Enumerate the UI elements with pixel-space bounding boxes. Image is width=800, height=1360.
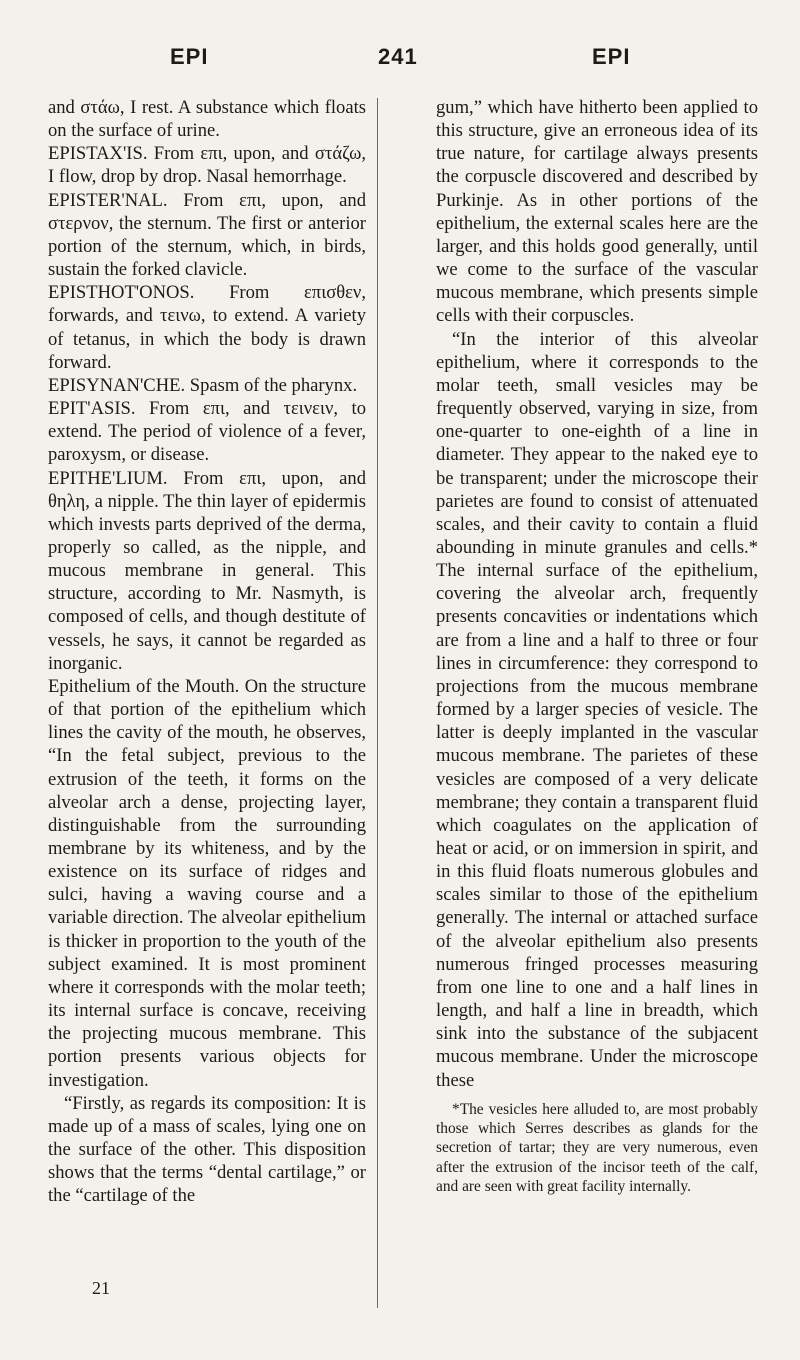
paragraph: and στάω, I rest. A substance which floats on the surface of urine. (48, 97, 366, 142)
entry-epithelium: EPITHE'LIUM. From επι, upon, and θηλη, a nipple. The thin layer of epidermis which invests parts deprived of the derma, properly so called, as the nipple, and mucous membrane in general. This structure, according to Mr. Nasmyth, is composed of cells, and though destitute of vessels, he says, it cannot be regarded as inorganic. (48, 467, 366, 674)
running-header (0, 44, 800, 80)
column-divider (377, 98, 378, 1308)
paragraph: gum,” which have hitherto been applied to this structure, give an erroneous idea of its true nature, for cartilage always presents the corpuscle discovered and described by Purkinje. As in other portions of the epithelium, the external scales here are the larger, and this holds good generally, until we come to the surface of the vascular mucous membrane, which presents simple cells with their corpuscles. (436, 97, 758, 327)
subentry-epithelium-of-the-mouth: Epithelium of the Mouth. On the structure of that portion of the epithelium which lines the cavity of the mouth, he observes, “In the fetal subject, previous to the extrusion of the teeth, it forms on the alveolar arch a dense, projecting layer, distinguishable from the surrounding membrane by its whiteness, and by the existence on its surface of ridges and sulci, having a waving course and a variable direction. The alveolar epithelium is thicker in proportion to the youth of the subject examined. It is most prominent where it corresponds with the molar teeth; its internal surface is concave, receiving the projecting mucous membrane. This portion presents various objects for investigation. (48, 675, 366, 1091)
footnote: *The vesicles here alluded to, are most probably those which Serres describes as glands for the secretion of tartar; they are very numerous, even after the extrusion of the incisor teeth of the calf, and are seen with great facility internally. (436, 1100, 758, 1195)
paragraph: “In the interior of this alveolar epithelium, where it corresponds to the molar teeth, small vesicles may be frequently observed, varying in size, from one-quarter to one-eighth of a line in diameter. They appear to the naked eye to be transparent; under the microscope their parietes are found to consist of attenuated scales, and their cavity to contain a fluid abounding in minute granules and cells.* The internal surface of the epithelium, covering the alveolar arch, frequently presents concavities or indentations which are from a line and a half to three or four lines in circumference: they correspond to projections from the mucous membrane formed by a larger species of vesicle. The latter is deeply implanted in the vascular mucous membrane. The parietes of these vesicles are composed of a very delicate membrane; they contain a transparent fluid which coagulates on the application of heat or acid, or on immersion in spirit, and in this fluid floats numerous globules and scales similar to those of the epithelium generally. The internal or attached surface of the alveolar epithelium also presents numerous fringed processes measuring from one line to one and a half lines in length, and half a line in breadth, which sink into the substance of the subjacent mucous membrane. Under the microscope these (436, 328, 758, 1091)
page-number: 241 (378, 44, 418, 69)
entry-episthotonos: EPISTHOT'ONOS. From επισθεν, forwards, and τεινω, to extend. A variety of tetanus, in which the body is drawn forward. (48, 282, 366, 373)
entry-episternal: EPISTER'NAL. From επι, upon, and στερνον, the sternum. The first or anterior portion of the sternum, which, in birds, sustain the forked clavicle. (48, 189, 366, 281)
paragraph: “Firstly, as regards its composition: It is made up of a mass of scales, lying one on the surface of the other. This disposition shows that the terms “dental cartilage,” or the “cartilage of the (48, 1092, 366, 1207)
header-left-guide-word: EPI (170, 44, 209, 69)
entry-epitasis: EPIT'ASIS. From επι, and τεινειν, to extend. The period of violence of a fever, paroxysm, or disease. (48, 398, 366, 466)
header-right-guide-word: EPI (592, 44, 631, 69)
entry-epistaxis: EPISTAX'IS. From επι, upon, and στάζω, I flow, drop by drop. Nasal hemorrhage. (48, 143, 366, 188)
right-column (436, 96, 758, 1196)
left-column (48, 96, 366, 1208)
entry-episynanche: EPISYNAN'CHE. Spasm of the pharynx. (48, 374, 358, 396)
signature-mark: 21 (92, 1278, 110, 1298)
